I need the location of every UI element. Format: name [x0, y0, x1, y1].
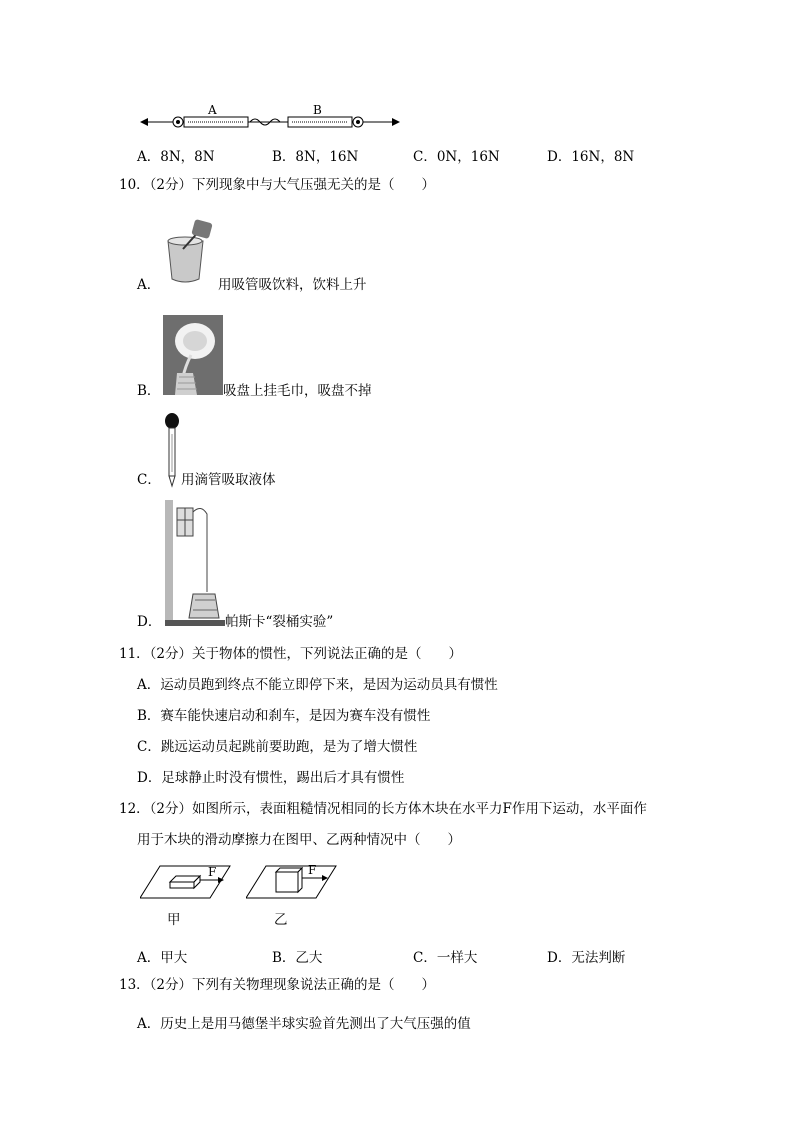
q10-option-b-letter: B．	[137, 383, 161, 399]
force-label-yi: F	[308, 864, 317, 877]
q12-stem-line1: 12．（2分）如图所示，表面粗糙情况相同的长方体木块在水平力F作用下运动，水平面作	[119, 801, 647, 817]
q12-option-c: C．一样大	[413, 950, 478, 966]
q10-option-a-letter: A．	[137, 277, 161, 293]
q10-stem: 10．（2分）下列现象中与大气压强无关的是（ ）	[119, 177, 436, 193]
q10-option-d-letter: D．	[137, 614, 162, 630]
q9-option-b: B．8N，16N	[272, 149, 359, 165]
spring-scales-figure	[138, 100, 403, 132]
q13-stem: 13．（2分）下列有关物理现象说法正确的是（ ）	[119, 977, 436, 993]
figure-caption-jia: 甲	[167, 912, 181, 928]
scale-a-label: A	[208, 103, 217, 117]
q9-option-c: C．0N，16N	[413, 149, 500, 165]
q10-option-a-text: 用吸管吸饮料，饮料上升	[218, 277, 367, 293]
q12-stem-line2: 用于木块的滑动摩擦力在图甲、乙两种情况中（ ）	[137, 832, 461, 848]
q11-stem: 11．（2分）关于物体的惯性，下列说法正确的是（ ）	[119, 646, 463, 662]
q11-option-b: B．赛车能快速启动和刹车，是因为赛车没有惯性	[137, 708, 431, 724]
q10-option-c-text: 用滴管吸取液体	[181, 472, 276, 488]
q11-option-a: A．运动员跑到终点不能立即停下来，是因为运动员具有惯性	[137, 677, 498, 693]
block-figure-jia	[140, 864, 232, 900]
scale-b-label: B	[313, 103, 322, 117]
q13-option-a: A．历史上是用马德堡半球实验首先测出了大气压强的值	[137, 1016, 471, 1032]
q10-option-c-letter: C．	[137, 472, 161, 488]
pascal-barrel-image	[163, 500, 225, 628]
figure-caption-yi: 乙	[274, 912, 288, 928]
q11-option-c: C．跳远运动员起跳前要助跑，是为了增大惯性	[137, 739, 418, 755]
q12-option-b: B．乙大	[272, 950, 323, 966]
dropper-image	[162, 412, 182, 488]
q12-option-d: D．无法判断	[547, 950, 626, 966]
suction-cup-towel-image	[163, 315, 223, 395]
q12-option-a: A．甲大	[137, 950, 188, 966]
force-label-jia: F	[208, 865, 217, 879]
q10-option-b-text: 吸盘上挂毛巾，吸盘不掉	[223, 383, 372, 399]
q9-option-d: D．16N，8N	[547, 149, 635, 165]
block-figure-yi	[246, 864, 338, 900]
q10-option-d-text: 帕斯卡“裂桶实验”	[225, 614, 334, 630]
q9-option-a: A．8N，8N	[137, 149, 215, 165]
q11-option-d: D．足球静止时没有惯性，踢出后才具有惯性	[137, 770, 405, 786]
straw-cup-image	[163, 219, 213, 289]
